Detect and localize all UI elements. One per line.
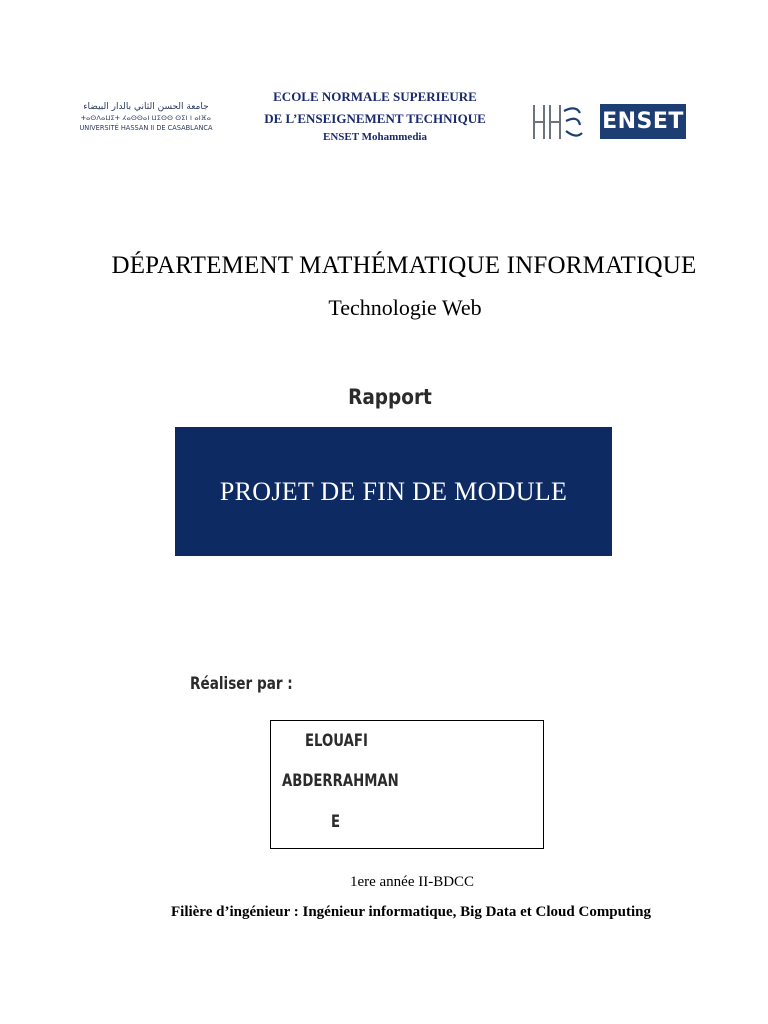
school-name-line3: ENSET Mohammedia [322, 131, 427, 143]
author-name-line: ABDERRAHMAN [282, 771, 399, 791]
university-name-arabic: جامعة الحسن الثاني بالدار البيضاء [83, 102, 209, 112]
author-name-box [270, 720, 544, 849]
author-name-line: ELOUAFI [305, 731, 368, 751]
enset-logo: ENSET [600, 104, 686, 139]
university-name-french: UNIVERSITÉ HASSAN II DE CASABLANCA [79, 124, 213, 132]
year-line: 1ere année II-BDCC [349, 874, 475, 890]
project-banner-title: PROJET DE FIN DE MODULE [219, 476, 568, 506]
school-name-line1: ECOLE NORMALE SUPERIEURE [273, 89, 477, 104]
author-name-line: E [331, 812, 341, 832]
course-title: Technologie Web [328, 295, 482, 320]
report-label: Rapport [348, 385, 432, 409]
school-name [230, 88, 520, 144]
project-banner [175, 427, 612, 556]
university-logo [76, 100, 216, 140]
department-title: DÉPARTEMENT MATHÉMATIQUE INFORMATIQUE [111, 252, 697, 279]
author-label: Réaliser par : [190, 674, 293, 694]
filiere-line: Filière d’ingénieur : Ingénieur informatique, Big Data et Cloud Computing [170, 904, 651, 920]
university-name-amazigh: ⵜⴰⵙⴷⴰⵡⵉⵜ ⵃⴰⵙⵙⴰⵏ ⵡⵉⵙⵙ ⵙⵉⵏ ⵏ ⴰⵏⴼⴰ [80, 114, 212, 122]
school-name-line2: DE L’ENSEIGNEMENT TECHNIQUE [264, 111, 486, 126]
uh2c-mark-icon [530, 103, 586, 141]
